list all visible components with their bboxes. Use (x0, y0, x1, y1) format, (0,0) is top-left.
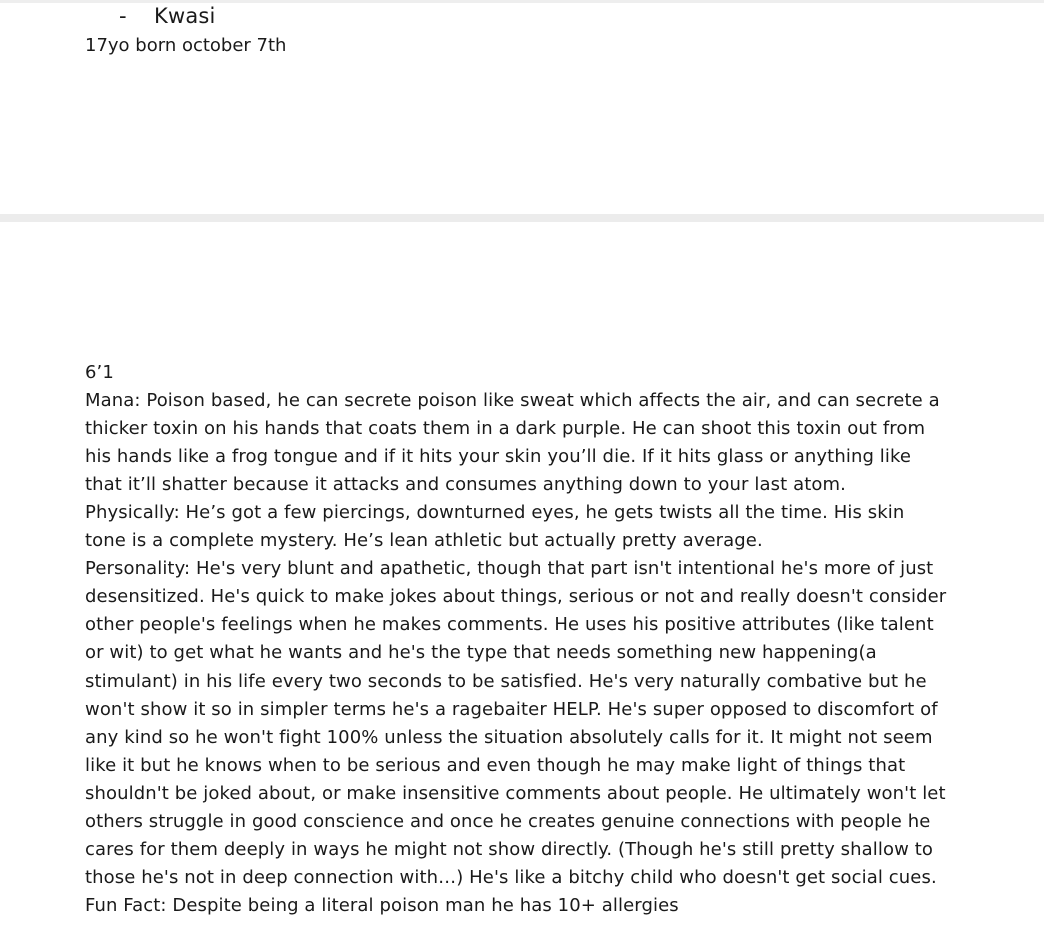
mana-line: thicker toxin on his hands that coats them in a dark purple. He can shoot this toxin out from (85, 418, 926, 440)
personality-line: those he's not in deep connection with…) He's like a bitchy child who doesn't get social cues. (85, 866, 937, 888)
fun-fact-line: Fun Fact: Despite being a literal poison man he has 10+ allergies (85, 894, 679, 916)
age-birthday-line: 17yo born october 7th (85, 35, 287, 56)
personality-line: cares for them deeply in ways he might not show directly. (Though he's still pretty shallow to (85, 838, 933, 860)
mana-line: his hands like a frog tongue and if it hits your skin you’ll die. If it hits glass or anything like (85, 446, 912, 468)
personality-line: or wit) to get what he wants and he's the type that needs something new happening(a (85, 642, 877, 664)
mana-line: that it’ll shatter because it attacks and consumes anything down to your last atom. (85, 474, 846, 496)
page-separator (0, 214, 1044, 222)
height-line: 6’1 (85, 362, 114, 383)
mana-line: Mana: Poison based, he can secrete poison like sweat which affects the air, and can secrete a (85, 390, 940, 412)
character-name: Kwasi (154, 4, 216, 28)
personality-line: like it but he knows when to be serious and even though he may make light of things that (85, 754, 906, 776)
bullet-dash: - (119, 4, 127, 28)
personality-line: stimulant) in his life every two seconds to be satisfied. He's very naturally combative but he (85, 670, 927, 692)
physically-line: tone is a complete mystery. He’s lean athletic but actually pretty average. (85, 530, 763, 552)
physically-line: Physically: He’s got a few piercings, downturned eyes, he gets twists all the time. His skin (85, 502, 905, 524)
personality-line: others struggle in good conscience and once he creates genuine connections with people he (85, 810, 931, 832)
personality-line: desensitized. He's quick to make jokes about things, serious or not and really doesn't consider (85, 586, 947, 608)
personality-line: Personality: He's very blunt and apathetic, though that part isn't intentional he's more of just (85, 558, 934, 580)
personality-line: won't show it so in simpler terms he's a ragebaiter HELP. He's super opposed to discomfort of (85, 698, 938, 720)
character-name-bullet (119, 1, 216, 31)
personality-line: any kind so he won't fight 100% unless the situation absolutely calls for it. It might not seem (85, 726, 933, 748)
character-description (85, 359, 985, 920)
personality-line: shouldn't be joked about, or make insensitive comments about people. He ultimately won't let (85, 782, 946, 804)
personality-line: other people's feelings when he makes comments. He uses his positive attributes (like talent (85, 614, 934, 636)
